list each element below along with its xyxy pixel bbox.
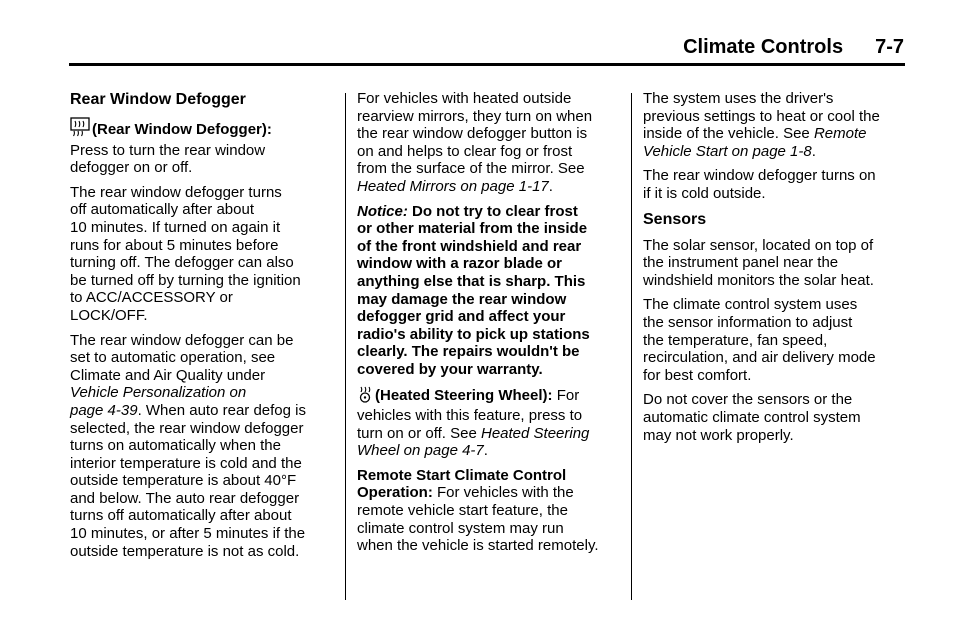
paragraph: The rear window defogger turns on if it is cold outside. <box>643 167 876 202</box>
cross-reference: Remote Vehicle Start on page 1‑8 <box>643 125 867 160</box>
rear-defogger-icon <box>70 117 90 142</box>
text: . <box>811 142 816 160</box>
column-2 <box>357 90 619 562</box>
paragraph <box>643 90 905 160</box>
paragraph: The rear window defogger turns off automatically after about 10 minutes. If turned on again it runs for about 5 minutes before turning off. The defogger can also be turned off by turning the ignition to ACC/ACCESSORY or LOCK/OFF. <box>70 183 301 324</box>
cross-reference: Heated Steering Wheel on page 4‑7 <box>357 424 590 460</box>
rear-window-defogger-heading: Rear Window Defogger <box>70 91 246 108</box>
text: . <box>548 177 553 195</box>
remote-start-paragraph <box>357 467 619 555</box>
paragraph: Do not cover the sensors or the automatic climate control system may not work properly. <box>643 391 861 444</box>
paragraph <box>357 90 619 196</box>
text: For vehicles with the remote vehicle start feature, the climate control system may run when the vehicle is started remotely. <box>357 484 599 555</box>
column-divider <box>631 93 632 600</box>
text: Press to turn the rear window defogger on or off. <box>70 141 266 177</box>
paragraph: The solar sensor, located on top of the instrument panel near the windshield monitors the solar heat. <box>643 236 874 289</box>
heated-steering-wheel-icon <box>357 386 373 408</box>
rear-defogger-label: (Rear Window Defogger): <box>92 121 272 138</box>
paragraph: The climate control system uses the sensor information to adjust the temperature, fan speed, recirculation, and air delivery mode for best comfort. <box>643 296 876 384</box>
cross-reference: Vehicle Personalization on page 4‑39 <box>70 384 247 419</box>
defogger-button-paragraph <box>70 117 334 177</box>
paragraph <box>70 332 334 561</box>
notice-text: Do not try to clear frost or other material from the inside of the front windshield and rear window with a razor blade or anything else that is sharp. This may damage the rear window defogger grid and affect your radio's ability to pick up stations clearly. The repairs wouldn't be covered by your warranty. <box>357 202 590 378</box>
page-number: 7-7 <box>875 36 904 58</box>
section-title: Climate Controls <box>683 36 844 58</box>
text: The rear window defogger can be set to automatic operation, see Climate and Air Quality under <box>70 331 294 384</box>
remote-start-label: Remote Start Climate Control Operation: <box>357 466 567 502</box>
notice-paragraph <box>357 203 619 379</box>
text: For vehicles with this feature, press to turn on or off. See <box>357 386 583 442</box>
sensors-heading: Sensors <box>643 210 707 228</box>
column-3 <box>643 90 905 451</box>
column-1 <box>70 90 334 567</box>
text: . When auto rear defog is selected, the rear window defogger turns on automatically when the interior temperature is cold and the outside temperature is about 40°F and below. The auto rear defogger turns off automatically after about 10 minutes, or after 5 minutes if the outside temperature is not as cold. <box>70 401 306 560</box>
cross-reference: Heated Mirrors on page 1‑17 <box>357 177 549 195</box>
heated-steering-wheel-label: (Heated Steering Wheel): <box>375 386 553 404</box>
text: . <box>483 442 488 460</box>
text: The system uses the driver's previous settings to heat or cool the inside of the vehicle. See <box>643 90 880 143</box>
heated-steering-wheel-paragraph <box>357 386 619 460</box>
page-header <box>0 36 904 59</box>
column-divider <box>345 93 346 600</box>
header-rule <box>69 63 905 66</box>
text: For vehicles with heated outside rearview mirrors, they turn on when the rear window defogger button is on and helps to clear fog or frost from the surface of the mirror. See <box>357 90 593 178</box>
notice-label: Notice: <box>357 202 408 220</box>
